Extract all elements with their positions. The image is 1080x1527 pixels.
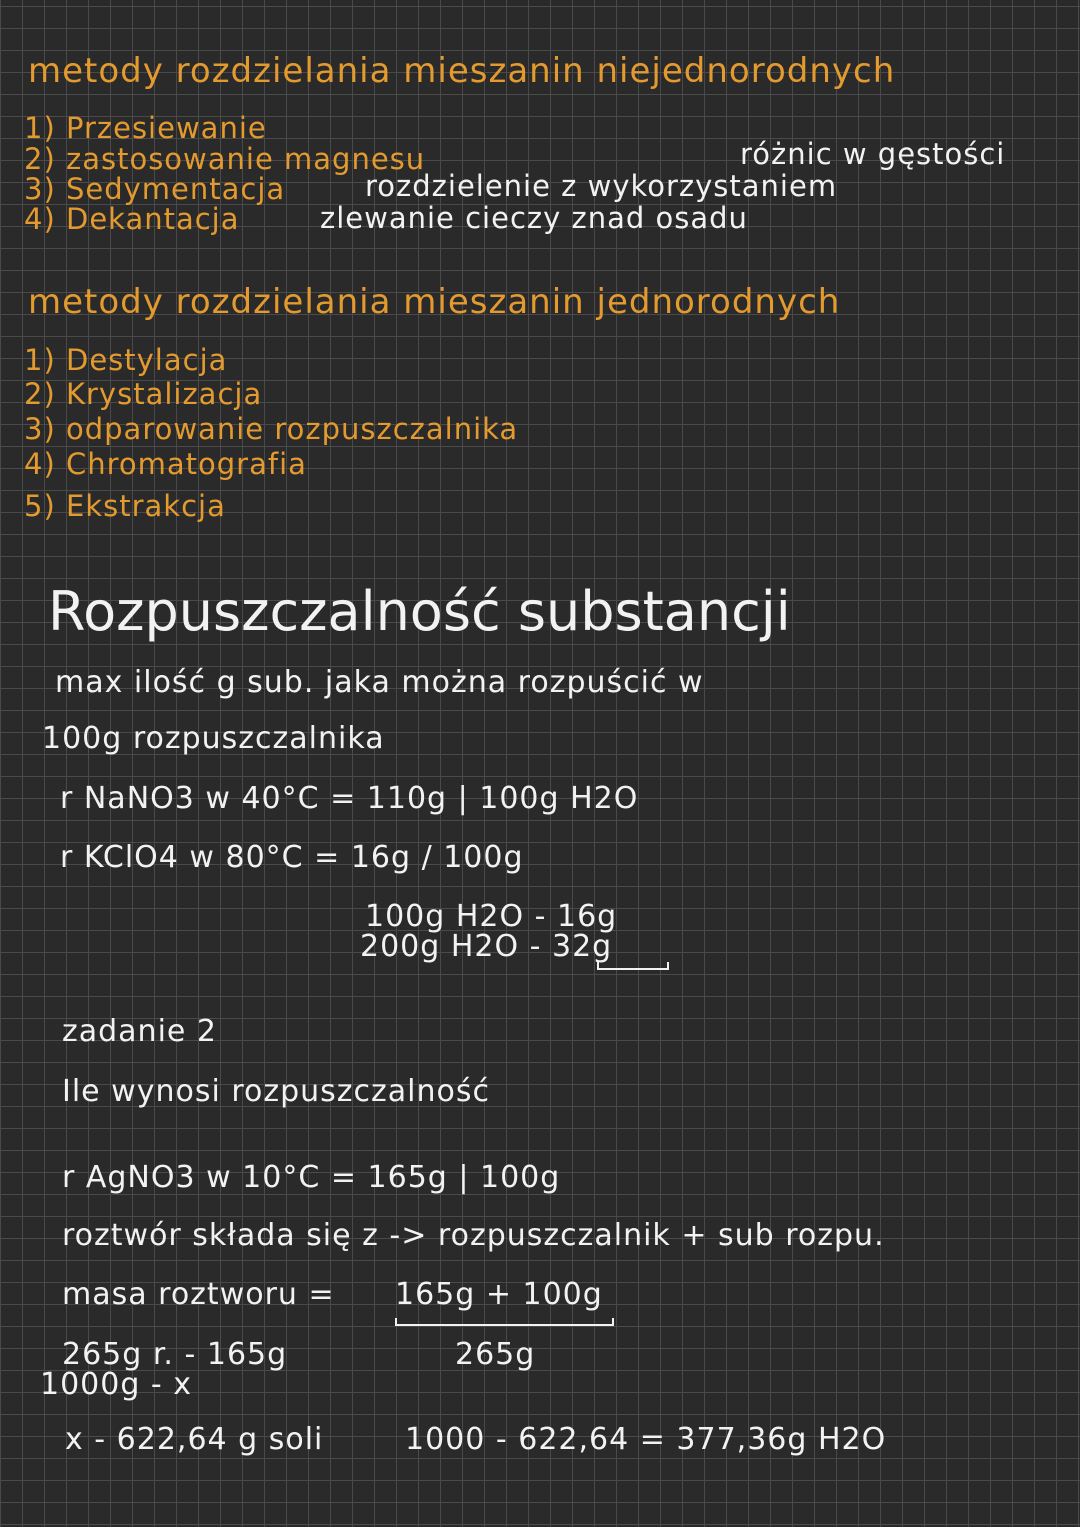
task-sum-result: 265g — [455, 1337, 536, 1372]
section-title-heterogeneous: metody rozdzielania mieszanin niejednorodnych — [28, 51, 896, 91]
underline-brace — [395, 1318, 614, 1326]
task-sum: 165g + 100g — [395, 1277, 603, 1312]
list-item: 3) odparowanie rozpuszczalnika — [24, 412, 519, 446]
task-question: Ile wynosi rozpuszczalność — [62, 1074, 490, 1109]
task-line: x - 622,64 g soli — [65, 1422, 324, 1457]
task-line: roztwór składa się z -> rozpuszczalnik + sub rozpu. — [62, 1218, 885, 1253]
section-title-homogeneous: metody rozdzielania mieszanin jednorodnych — [28, 282, 841, 322]
task-line: 1000 - 622,64 = 377,36g H2O — [405, 1422, 887, 1457]
task-line: masa roztworu = — [62, 1277, 346, 1312]
underline-brace — [597, 962, 669, 970]
list-item: 1) Destylacja — [24, 343, 228, 377]
list-item: 1) Przesiewanie — [24, 111, 267, 145]
page-title: Rozpuszczalność substancji — [48, 580, 791, 643]
calc-line: 100g H2O - 16g — [365, 899, 618, 934]
list-item: 5) Ekstrakcja — [24, 489, 226, 523]
note: zlewanie cieczy znad osadu — [320, 201, 748, 235]
list-item: 3) Sedymentacja — [24, 172, 286, 206]
list-item: 4) Chromatografia — [24, 447, 307, 481]
example: r NaNO3 w 40°C = 110g | 100g H2O — [60, 781, 639, 816]
note: różnic w gęstości — [740, 137, 1006, 171]
task-line: 1000g - x — [40, 1367, 193, 1402]
list-item: 2) Krystalizacja — [24, 377, 263, 411]
task-line: 265g r. - 165g — [62, 1337, 288, 1372]
calc-line: 200g H2O - 32g — [360, 929, 613, 964]
list-item: 4) Dekantacja — [24, 202, 240, 236]
example: r KClO4 w 80°C = 16g / 100g — [60, 840, 524, 875]
task-line: r AgNO3 w 10°C = 165g | 100g — [62, 1160, 561, 1195]
list-item: 2) zastosowanie magnesu — [24, 142, 426, 176]
definition: max ilość g sub. jaka można rozpuścić w — [55, 665, 704, 700]
definition: 100g rozpuszczalnika — [42, 721, 385, 756]
task-title: zadanie 2 — [62, 1014, 217, 1049]
note: rozdzielenie z wykorzystaniem — [365, 169, 838, 203]
